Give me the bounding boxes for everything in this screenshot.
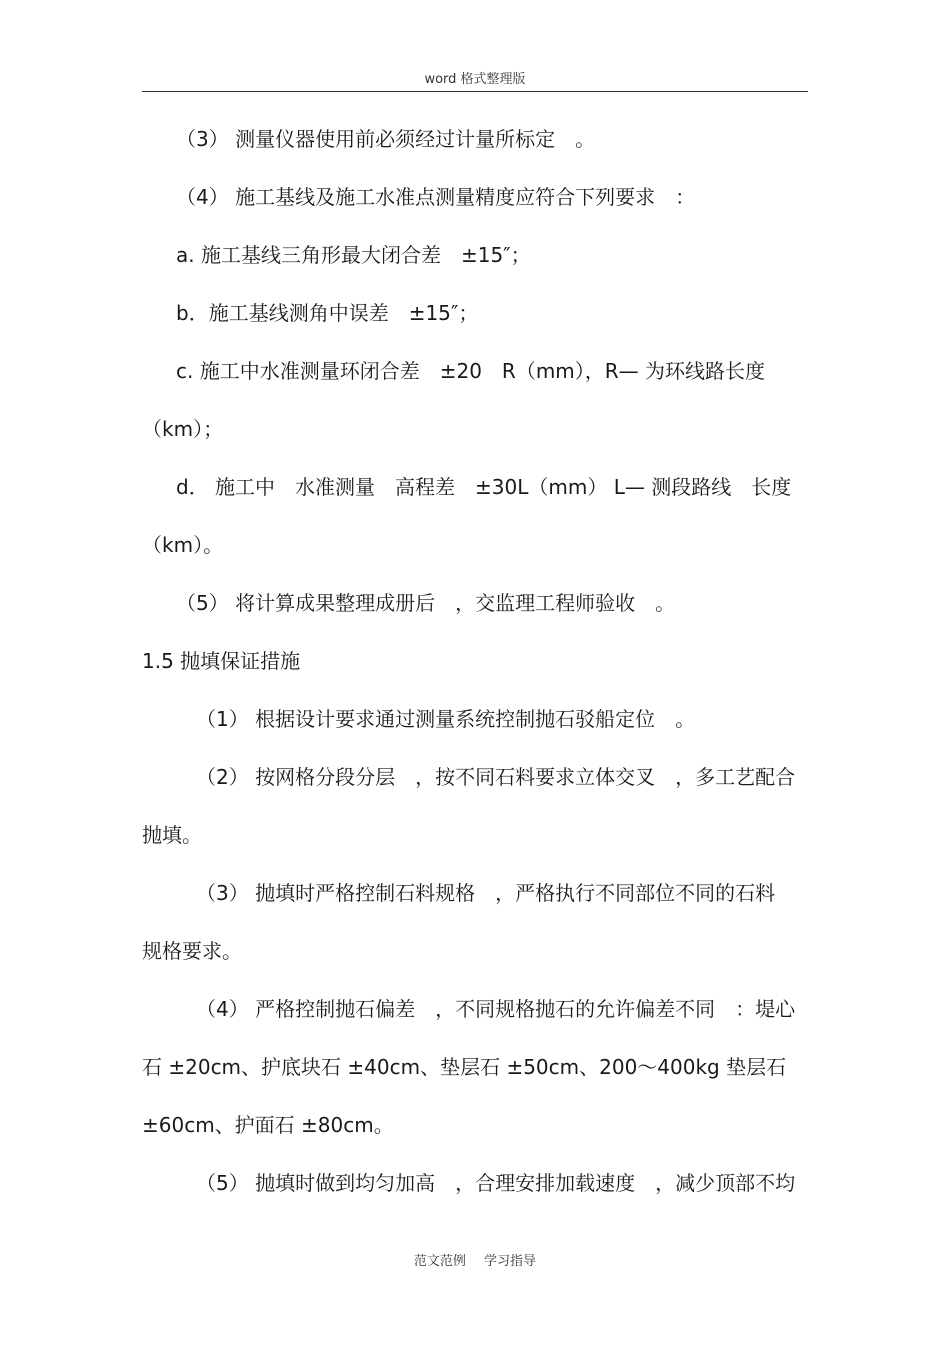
body-line: 抛填。 <box>142 823 202 847</box>
body-line: （3） 抛填时严格控制石料规格 ，严格执行不同部位不同的石料 <box>196 881 776 905</box>
body-line: （km）。 <box>142 533 224 557</box>
body-line: （4） 严格控制抛石偏差 ，不同规格抛石的允许偏差不同 ：堤心 <box>196 997 796 1021</box>
body-line: （5） 将计算成果整理成册后 ，交监理工程师验收 。 <box>176 591 676 615</box>
body-line: d． 施工中 水准测量 高程差 ±30L（mm） L— 测段路线 长度 <box>176 475 792 499</box>
body-line: （5） 抛填时做到均匀加高 ，合理安排加载速度 ，减少顶部不均 <box>196 1171 796 1195</box>
body-line: c. 施工中水准测量环闭合差 ±20 R（mm），R— 为环线路长度 <box>176 359 766 383</box>
section-heading: 1.5 抛填保证措施 <box>142 649 301 673</box>
body-line: b．施工基线测角中误差 ±15″； <box>176 301 479 325</box>
header-divider <box>142 91 808 92</box>
body-line: a. 施工基线三角形最大闭合差 ±15″； <box>176 243 531 267</box>
page-header: word 格式整理版 <box>424 72 526 87</box>
body-line: （2） 按网格分段分层 ，按不同石料要求立体交叉 ，多工艺配合 <box>196 765 796 789</box>
body-line: 石 ±20cm、护底块石 ±40cm、垫层石 ±50cm、200～400kg 垫层石 <box>142 1055 787 1079</box>
body-line: ±60cm、护面石 ±80cm。 <box>142 1113 394 1137</box>
body-line: （4） 施工基线及施工水准点测量精度应符合下列要求 ： <box>176 185 696 209</box>
body-line: （km）； <box>142 417 224 441</box>
body-line: （1） 根据设计要求通过测量系统控制抛石驳船定位 。 <box>196 707 696 731</box>
body-line: 规格要求。 <box>142 939 242 963</box>
body-line: （3） 测量仪器使用前必须经过计量所标定 。 <box>176 127 596 151</box>
page-footer: 范文范例 学习指导 <box>413 1254 537 1269</box>
